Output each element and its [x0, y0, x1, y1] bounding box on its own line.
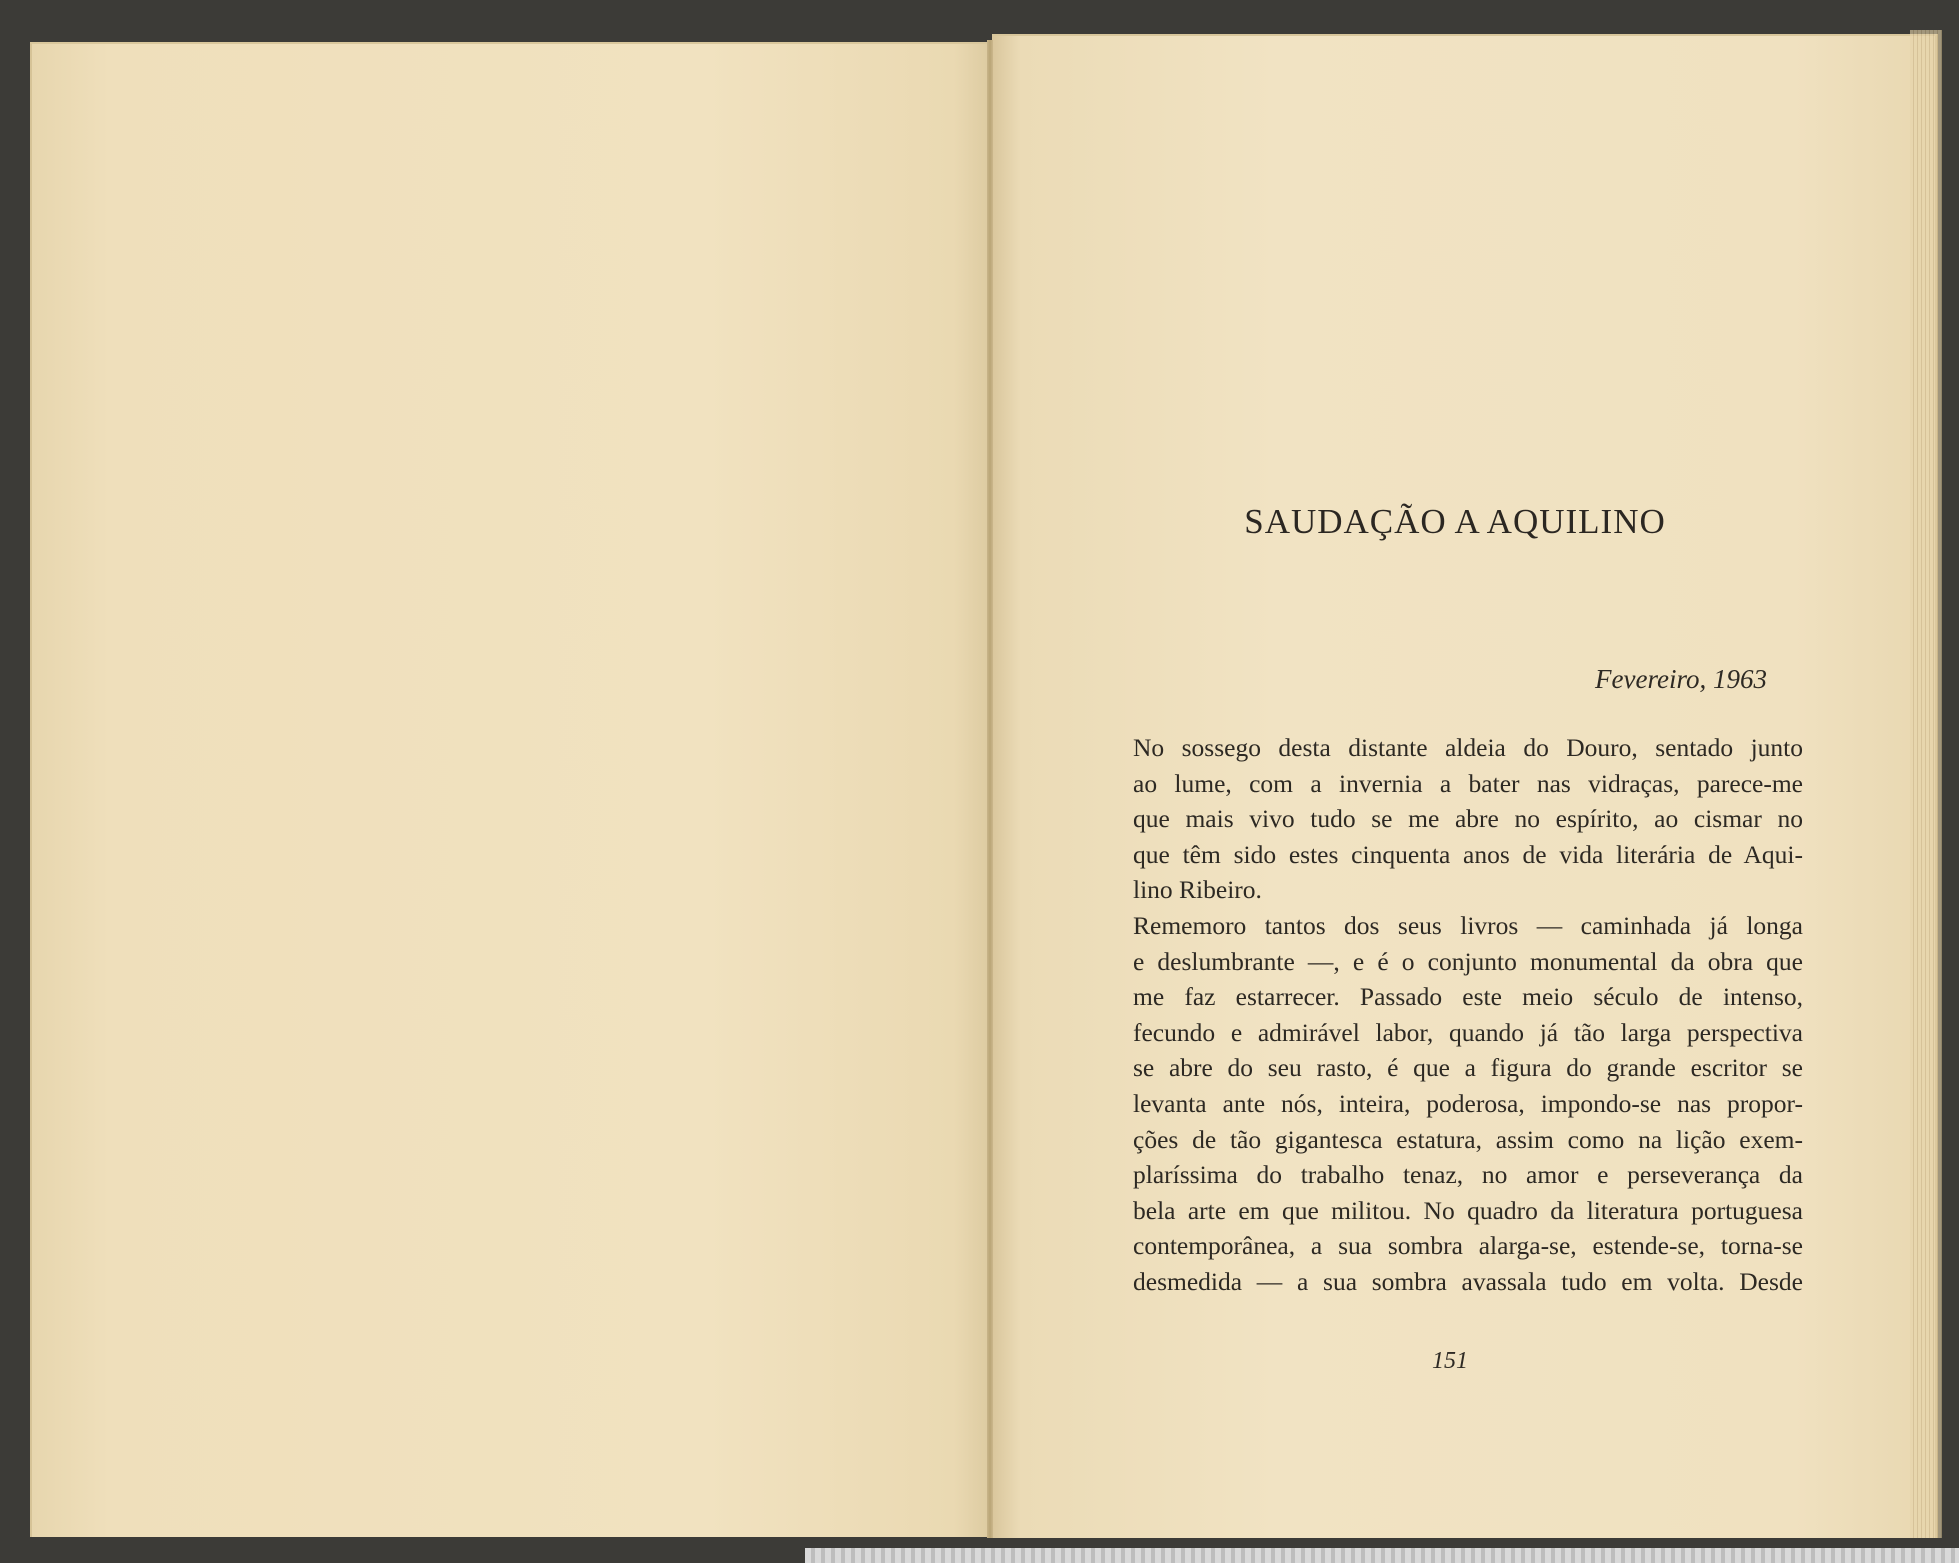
text-line: lino Ribeiro.: [1133, 875, 1262, 905]
text-line: e deslumbrante —, e é o conjunto monumental da obra que: [1133, 946, 1803, 976]
text-line: ções de tão gigantesca estatura, assim como na lição exem-: [1133, 1124, 1803, 1154]
chapter-title: SAUDAÇÃO A AQUILINO: [1244, 502, 1666, 541]
left-page-blank: [30, 42, 992, 1537]
text-line: No sossego desta distante aldeia do Douro, sentado junto: [1133, 733, 1803, 762]
text-line: que têm sido estes cinquenta anos de vida literária de Aqui-: [1133, 839, 1803, 869]
body-text: [1093, 730, 1803, 1300]
text-line: se abre do seu rasto, é que a figura do grande escritor se: [1133, 1053, 1803, 1083]
book-gutter: [987, 40, 993, 1538]
text-line: Rememoro tantos dos seus livros — caminhada já longa: [1133, 910, 1803, 940]
text-line: levanta ante nós, inteira, poderosa, impondo-se nas propor-: [1133, 1088, 1803, 1118]
page-number: 151: [1432, 1348, 1468, 1374]
paragraph-1: [1093, 730, 1803, 908]
dateline: Fevereiro, 1963: [1595, 664, 1767, 694]
scan-bottom-strip: [805, 1548, 1959, 1563]
text-line: bela arte em que militou. No quadro da literatura portuguesa: [1133, 1195, 1803, 1225]
text-line: plaríssima do trabalho tenaz, no amor e perseverança da: [1133, 1160, 1803, 1190]
text-line: fecundo e admirável labor, quando já tão larga perspectiva: [1133, 1017, 1803, 1047]
text-line: que mais vivo tudo se me abre no espírito, ao cismar no: [1133, 804, 1803, 834]
text-line: contemporânea, a sua sombra alarga-se, estende-se, torna-se: [1133, 1231, 1803, 1261]
paragraph-2: [1093, 908, 1803, 1300]
page-edges: [1910, 30, 1942, 1538]
text-line: me faz estarrecer. Passado este meio século de intenso,: [1133, 982, 1803, 1012]
text-line: desmedida — a sua sombra avassala tudo em volta. Desde: [1133, 1266, 1803, 1296]
text-line: ao lume, com a invernia a bater nas vidraças, parece-me: [1133, 768, 1803, 798]
